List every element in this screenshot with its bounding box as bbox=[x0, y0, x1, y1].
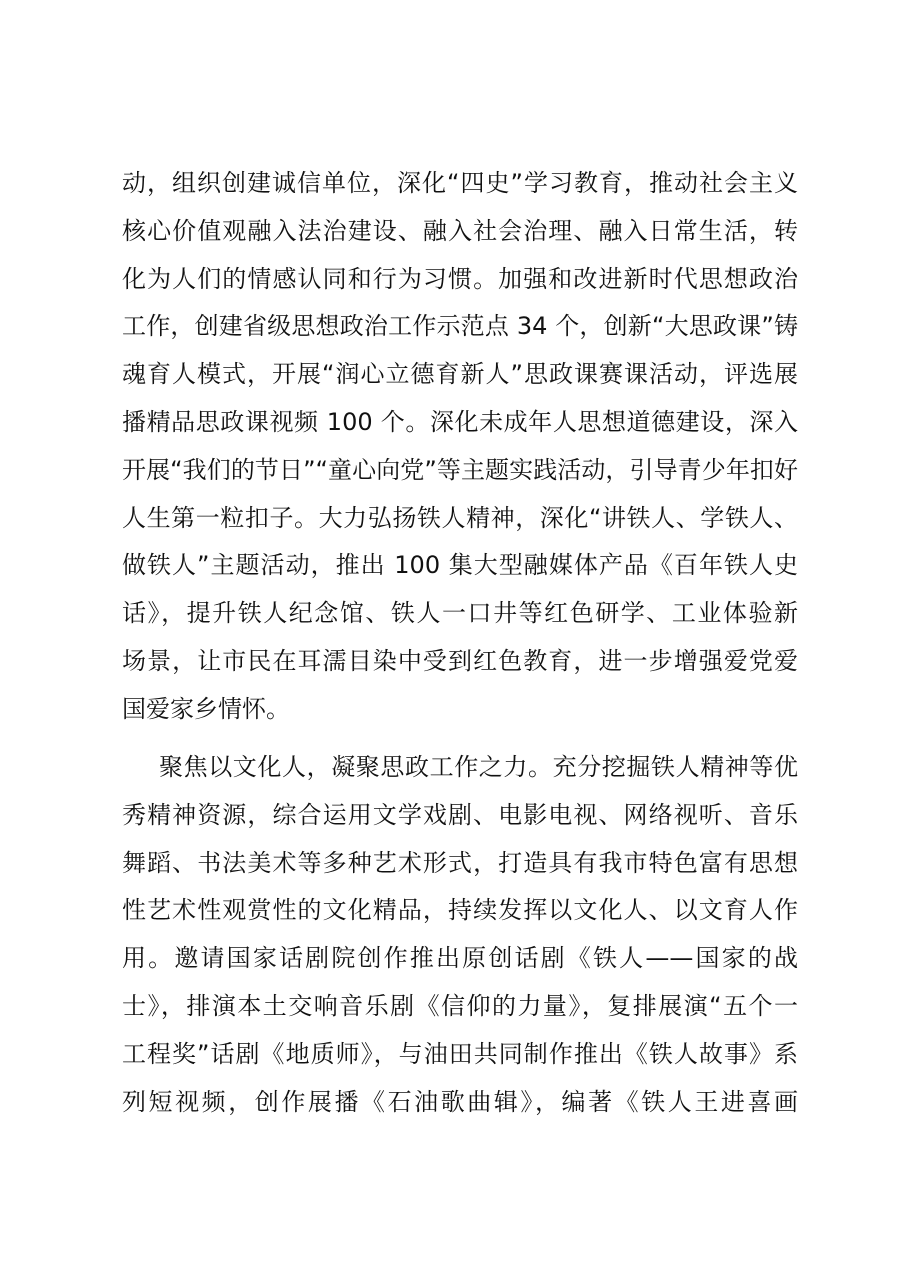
text-line: 士》，排演本土交响音乐剧《信仰的力量》，复排展演“五个一 bbox=[122, 991, 798, 1020]
paragraph-2 bbox=[122, 744, 798, 1126]
text-line: 场景，让市民在耳濡目染中受到红色教育，进一步增强爱党爱 bbox=[122, 646, 798, 675]
paragraph-1 bbox=[122, 160, 798, 734]
text-line: 播精品思政课视频 100 个。深化未成年人思想道德建设，深入 bbox=[122, 407, 798, 436]
text-line: 工程奖”话剧《地质师》，与油田共同制作推出《铁人故事》系 bbox=[122, 1039, 798, 1068]
text-line: 开展“我们的节日”“童心向党”等主题实践活动，引导青少年扣好 bbox=[122, 455, 798, 484]
text-line: 化为人们的情感认同和行为习惯。加强和改进新时代思想政治 bbox=[122, 264, 798, 293]
text-line: 用。邀请国家话剧院创作推出原创话剧《铁人——国家的战 bbox=[122, 944, 798, 973]
text-line: 性艺术性观赏性的文化精品，持续发挥以文化人、以文育人作 bbox=[122, 896, 798, 925]
text-line: 做铁人”主题活动，推出 100 集大型融媒体产品《百年铁人史 bbox=[122, 551, 798, 580]
text-line: 话》，提升铁人纪念馆、铁人一口井等红色研学、工业体验新 bbox=[122, 599, 798, 628]
text-line: 聚焦以文化人，凝聚思政工作之力。充分挖掘铁人精神等优 bbox=[159, 753, 798, 781]
text-line: 动，组织创建诚信单位，深化“四史”学习教育，推动社会主义 bbox=[122, 169, 798, 197]
text-line: 工作，创建省级思想政治工作示范点 34 个，创新“大思政课”铸 bbox=[122, 312, 798, 341]
text-line: 人生第一粒扣子。大力弘扬铁人精神，深化“讲铁人、学铁人、 bbox=[122, 503, 798, 532]
text-line: 国爱家乡情怀。 bbox=[122, 694, 290, 723]
text-line: 魂育人模式，开展“润心立德育新人”思政课赛课活动，评选展 bbox=[122, 360, 798, 389]
text-line: 列短视频，创作展播《石油歌曲辑》，编著《铁人王进喜画 bbox=[122, 1087, 798, 1116]
text-line: 舞蹈、书法美术等多种艺术形式，打造具有我市特色富有思想 bbox=[122, 848, 798, 877]
text-line: 核心价值观融入法治建设、融入社会治理、融入日常生活，转 bbox=[122, 216, 798, 245]
text-line: 秀精神资源，综合运用文学戏剧、电影电视、网络视听、音乐 bbox=[122, 800, 798, 829]
